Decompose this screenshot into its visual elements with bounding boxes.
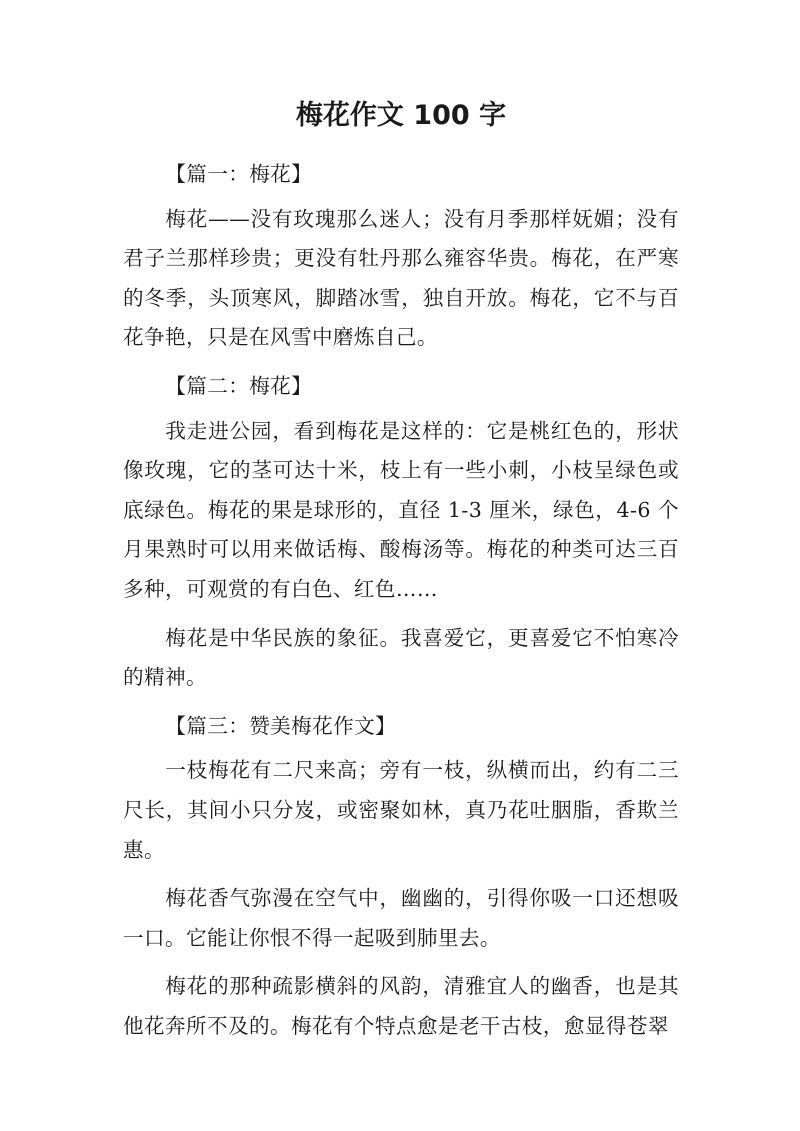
section-2-paragraph-1: 我走进公园，看到梅花是这样的：它是桃红色的，形状像玫瑰，它的茎可达十米，枝上有一些小刺，小枝呈绿色或底绿色。梅花的果是球形的，直径 1-3 厘米，绿色，4-6 个月果熟时可以用来做话梅、酸梅汤等。梅花的种类可达三百多种，可观赏的有白色、红色…… [123,418,679,601]
section-1-paragraph-1: 梅花——没有玫瑰那么迷人；没有月季那样妩媚；没有君子兰那样珍贵；更没有牡丹那么雍容华贵。梅花，在严寒的冬季，头顶寒风，脚踏冰雪，独自开放。梅花，它不与百花争艳，只是在风雪中磨炼自己。 [123,206,679,350]
section-heading-2: 【篇二：梅花】 [165,373,313,398]
document-body [123,155,679,1055]
section-heading-3: 【篇三：赞美梅花作文】 [165,713,397,738]
section-3-paragraph-3: 梅花的那种疏影横斜的风韵，清雅宜人的幽香，也是其他花奔所不及的。梅花有个特点愈是老干古枝，愈显得苍翠 [123,974,679,1038]
section-heading-1: 【篇一：梅花】 [165,162,313,186]
section-2-paragraph-2: 梅花是中华民族的象征。我喜爱它，更喜爱它不怕寒冷的精神。 [123,625,679,690]
document-title: 梅花作文 100 字 [295,100,507,131]
section-3-paragraph-2: 梅花香气弥漫在空气中，幽幽的，引得你吸一口还想吸一口。它能让你恨不得一起吸到肺里去。 [123,886,679,950]
section-3-paragraph-1: 一枝梅花有二尺来高；旁有一枝，纵横而出，约有二三尺长，其间小只分岌，或密聚如林，真乃花吐胭脂，香欺兰惠。 [123,758,679,862]
